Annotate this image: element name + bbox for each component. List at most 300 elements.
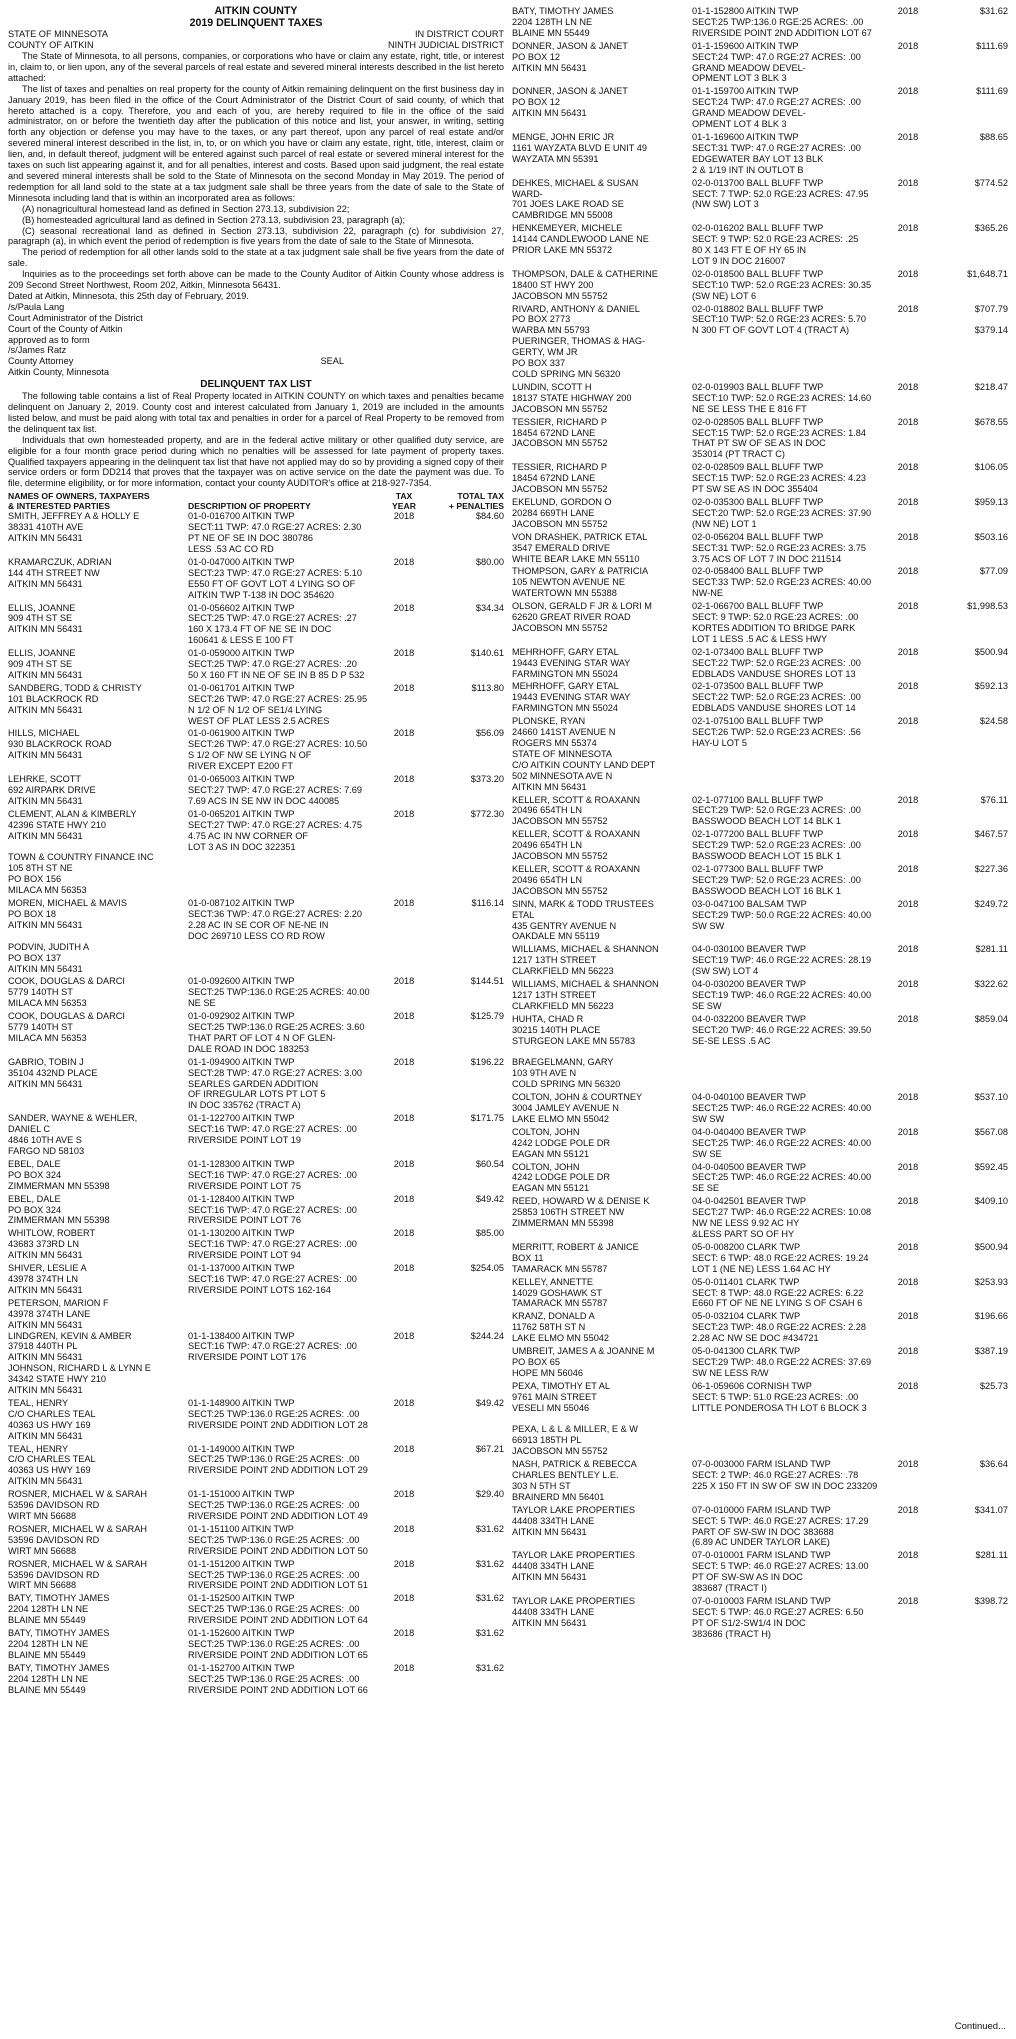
owner-cell: GABRIO, TOBIN J 35104 432ND PLACE AITKIN MN 56431 — [8, 1056, 98, 1089]
amount-cell: $959.13 — [974, 496, 1008, 507]
year-cell: 2018 — [897, 381, 919, 392]
owner-cell: PLONSKE, RYAN 24660 141ST AVENUE N ROGERS MN 55374 STATE OF MINNESOTA C/O AITKIN COUNTY LAND DEPT 502 MINNESOTA AVE N AITKIN MN 56431 — [512, 716, 656, 792]
description-cell: 03-0-047100 BALSAM TWP SECT:29 TWP: 50.0 RGE:22 ACRES: 40.00 SW SW — [692, 898, 872, 931]
owner-cell: LEHRKE, SCOTT 692 AIRPARK DRIVE AITKIN MN 56431 — [8, 774, 96, 806]
amount-cell: $140.61 — [470, 648, 504, 659]
table-row — [8, 976, 504, 1009]
amount-cell: $60.54 — [475, 1158, 504, 1169]
amount-cell: $111.69 — [976, 86, 1008, 97]
notice-clause-c: (C) seasonal recreational land as defined in Section 273.13, subdivision 22, paragraph (c) for subdivision 27, paragraph (a), in which event the period of redemption is five years from the date of sale to the State of Minnesota. — [8, 225, 504, 247]
amount-cell: $592.45 — [974, 1161, 1008, 1172]
amount-cell: $80.00 — [475, 556, 504, 567]
owner-cell: PETERSON, MARION F 43978 374TH LANE AITKIN MN 56431 LINDGREN, KEVIN & AMBER 37918 440TH PL AITKIN MN 56431 JOHNSON, RICHARD L & LYNN E 34342 STATE HWY 210 AITKIN MN 56431 — [8, 1297, 151, 1396]
table-row — [8, 809, 504, 896]
owner-cell: SANDBERG, TODD & CHRISTY 101 BLACKROCK RD AITKIN MN 56431 — [8, 682, 142, 715]
amount-cell: $373.20 — [470, 774, 504, 785]
table-row — [8, 728, 504, 772]
owner-cell: TESSIER, RICHARD P 18454 672ND LANE JACOBSON MN 55752 — [512, 416, 608, 449]
amount-cell: $116.14 — [471, 898, 504, 909]
amount-cell: $592.13 — [974, 681, 1008, 692]
year-cell: 2018 — [897, 794, 919, 805]
table-row — [512, 1346, 1008, 1379]
table-row — [8, 898, 504, 974]
owner-cell: MERRITT, ROBERT & JANICE BOX 11 TAMARACK MN 55787 — [512, 1241, 639, 1274]
description-cell: 01-0-087102 AITKIN TWP SECT:36 TWP: 47.0 RGE:27 ACRES: 2.20 2.28 AC IN SE COR OF NE-NE IN DOC 269710 LESS CO RD ROW — [188, 898, 362, 941]
amount-cell: $196.22 — [470, 1056, 504, 1067]
description-cell: 01-1-159600 AITKIN TWP SECT:24 TWP: 47.0 RGE:27 ACRES: .00 GRAND MEADOW DEVEL- OPMENT LOT 3 BLK 3 — [692, 40, 861, 84]
year-cell: 2018 — [393, 774, 415, 785]
owner-cell: LUNDIN, SCOTT H 18137 STATE HIGHWAY 200 JACOBSON MN 55752 — [512, 381, 632, 414]
year-cell: 2018 — [897, 944, 919, 955]
owner-cell: TAYLOR LAKE PROPERTIES 44408 334TH LANE AITKIN MN 56431 — [512, 1595, 636, 1628]
continued-label: Continued... — [954, 2021, 1006, 2033]
owner-cell: KELLEY, ANNETTE 14029 GOSHAWK ST TAMARACK MN 55787 — [512, 1276, 608, 1309]
description-cell: 04-0-040100 BEAVER TWP SECT:25 TWP: 46.0 RGE:22 ACRES: 40.00 SW SW — [692, 1092, 872, 1124]
amount-cell: $341.07 — [974, 1504, 1008, 1515]
table-row — [512, 1381, 1008, 1457]
amount-cell: $281.11 — [975, 944, 1008, 955]
table-row — [512, 1242, 1008, 1275]
table-row — [512, 462, 1008, 495]
table-row — [8, 1298, 504, 1396]
owner-cell: BATY, TIMOTHY JAMES 2204 128TH LN NE BLAINE MN 55449 — [8, 1593, 110, 1626]
signature-5: /s/James Ratz — [8, 345, 67, 356]
description-cell: 02-0-019903 BALL BLUFF TWP SECT:10 TWP: 52.0 RGE:23 ACRES: 14.60 NE SE LESS THE E 816 FT — [692, 381, 872, 414]
owner-cell: TAYLOR LAKE PROPERTIES 44408 334TH LANE AITKIN MN 56431 — [512, 1550, 636, 1583]
amount-cell: $84.60 — [475, 511, 504, 522]
header-owners: NAMES OF OWNERS, TAXPAYERS & INTERESTED PARTIES — [8, 491, 150, 512]
table-row — [8, 557, 504, 601]
table-row — [512, 532, 1008, 565]
owner-cell: SINN, MARK & TODD TRUSTEES ETAL 435 GENTRY AVENUE N OAKDALE MN 55119 — [512, 898, 654, 942]
description-cell: 01-0-092600 AITKIN TWP SECT:25 TWP:136.0 RGE:25 ACRES: 40.00 NE SE — [188, 976, 370, 1009]
amount-cell: $25.73 — [979, 1380, 1008, 1391]
owner-cell: PEXA, TIMOTHY ET AL 9761 MAIN STREET VESELI MN 55046 PEXA, L & L & MILLER, E & W 66913 185TH PL JACOBSON MN 55752 — [512, 1380, 638, 1457]
table-row — [512, 304, 1008, 380]
owner-cell: EBEL, DALE PO BOX 324 ZIMMERMAN MN 55398 — [8, 1193, 110, 1226]
amount-cell: $144.51 — [470, 976, 504, 987]
description-cell: 01-1-152800 AITKIN TWP SECT:25 TWP:136.0 RGE:25 ACRES: .00 RIVERSIDE POINT 2ND ADDITION LOT 67 — [692, 6, 872, 38]
amount-cell: $77.09 — [979, 566, 1008, 577]
amount-cell: $125.79 — [470, 1011, 504, 1022]
amount-cell: $254.05 — [470, 1263, 504, 1274]
year-cell: 2018 — [393, 728, 415, 739]
amount-cell: $49.42 — [475, 1193, 504, 1204]
table-row — [512, 132, 1008, 176]
amount-cell: $24.58 — [979, 716, 1008, 727]
description-cell: 02-0-013700 BALL BLUFF TWP SECT: 7 TWP: 52.0 RGE:23 ACRES: 47.95 (NW SW) LOT 3 — [692, 177, 869, 210]
description-cell: 01-1-151000 AITKIN TWP SECT:25 TWP:136.0 RGE:25 ACRES: .00 RIVERSIDE POINT 2ND ADDITION LOT 49 — [188, 1489, 368, 1521]
court-label: IN DISTRICT COURT — [415, 29, 504, 40]
notice-title: AITKIN COUNTY — [214, 5, 298, 17]
description-cell: 01-1-151100 AITKIN TWP SECT:25 TWP:136.0 RGE:25 ACRES: .00 RIVERSIDE POINT 2ND ADDITION LOT 50 — [188, 1523, 368, 1556]
year-cell: 2018 — [897, 1126, 919, 1137]
year-cell: 2018 — [897, 646, 919, 657]
court-line-2 — [8, 40, 504, 51]
table-row — [8, 1663, 504, 1696]
table-row — [512, 566, 1008, 599]
list-title: DELINQUENT TAX LIST — [200, 379, 312, 391]
description-cell: 01-1-094900 AITKIN TWP SECT:28 TWP: 47.0 RGE:27 ACRES: 3.00 SEARLES GARDEN ADDITION OF IRREGULAR LOTS PT LOT 5 IN DOC 335762 (TRACT A) — [188, 1056, 362, 1111]
year-cell: 2018 — [897, 40, 919, 51]
amount-cell: $253.93 — [974, 1276, 1008, 1287]
owner-cell: BATY, TIMOTHY JAMES 2204 128TH LN NE BLAINE MN 55449 — [512, 6, 614, 38]
owner-cell: DEHKES, MICHAEL & SUSAN WARD- 701 JOES LAKE ROAD SE CAMBRIDGE MN 55008 — [512, 177, 639, 221]
table-row — [8, 1159, 504, 1192]
year-cell: 2018 — [393, 1011, 415, 1022]
list-paragraph-2: Individuals that own homesteaded property, and are in the federal active military or other qualified duty service, are eligible for a four month grace period during which no penalties will be assessed for late payment of property taxes. Qualified taxpayers appearing in the delinquent tax list that have not applied may do so by providing a signed copy of their service orders or form DD214 that proves that the taxpayer was on active service on the date the payment was due. To file, determine eligibility, or for more information, contact your county AUDITOR's office at 218-927-7354. — [8, 434, 504, 489]
description-cell: 02-0-018802 BALL BLUFF TWP SECT:10 TWP: 52.0 RGE:23 ACRES: 5.70 N 300 FT OF GOVT LOT 4 (TRACT A) — [692, 303, 866, 336]
owner-cell: EKELUND, GORDON O 20284 669TH LANE JACOBSON MN 55752 — [512, 496, 612, 529]
year-cell: 2018 — [897, 979, 919, 990]
year-cell: 2018 — [393, 1330, 415, 1341]
amount-cell: $678.55 — [974, 416, 1008, 427]
amount-cell: $537.10 — [974, 1092, 1008, 1103]
owner-cell: COOK, DOUGLAS & DARCI 5779 140TH ST MILACA MN 56353 — [8, 976, 125, 1009]
signature-3: Court of the County of Aitkin — [8, 323, 123, 334]
table-row — [512, 382, 1008, 415]
description-cell: 01-0-047000 AITKIN TWP SECT:23 TWP: 47.0 RGE:27 ACRES: 5.10 E550 FT OF GOVT LOT 4 LYING SO OF AITKIN TWP T-138 IN DOC 354620 — [188, 556, 362, 600]
amount-cell: $31.62 — [475, 1662, 504, 1673]
year-cell: 2018 — [897, 268, 919, 279]
year-cell: 2018 — [897, 898, 919, 909]
table-row — [512, 899, 1008, 943]
owner-cell: CLEMENT, ALAN & KIMBERLY 42396 STATE HWY 210 AITKIN MN 56431 TOWN & COUNTRY FINANCE INC 105 8TH ST NE PO BOX 156 MILACA MN 56353 — [8, 808, 154, 896]
year-cell: 2018 — [393, 648, 415, 659]
year-cell: 2018 — [393, 1558, 415, 1569]
owner-cell: KELLER, SCOTT & ROAXANN 20496 654TH LN JACOBSON MN 55752 — [512, 794, 640, 827]
owner-cell: MENGE, JOHN ERIC JR 1161 WAYZATA BLVD E UNIT 49 WAYZATA MN 55391 — [512, 131, 647, 164]
description-cell: 01-1-148900 AITKIN TWP SECT:25 TWP:136.0 RGE:25 ACRES: .00 RIVERSIDE POINT 2ND ADDITION LOT 28 — [188, 1397, 368, 1430]
table-row — [512, 601, 1008, 645]
owner-cell: ELLIS, JOANNE 909 4TH ST SE AITKIN MN 56431 — [8, 648, 83, 680]
owner-cell: KELLER, SCOTT & ROAXANN 20496 654TH LN JACOBSON MN 55752 — [512, 863, 640, 896]
owner-cell: COLTON, JOHN 4242 LODGE POLE DR EAGAN MN 55121 — [512, 1161, 611, 1194]
owner-cell: KELLER, SCOTT & ROAXANN 20496 654TH LN JACOBSON MN 55752 — [512, 829, 640, 862]
owner-cell: OLSON, GERALD F JR & LORI M 62620 GREAT RIVER ROAD JACOBSON MN 55752 — [512, 601, 652, 633]
year-cell: 2018 — [393, 808, 415, 819]
owner-cell: EBEL, DALE PO BOX 324 ZIMMERMAN MN 55398 — [8, 1158, 110, 1191]
table-row — [512, 979, 1008, 1012]
table-row — [8, 1398, 504, 1442]
year-cell: 2018 — [897, 1013, 919, 1024]
year-cell: 2018 — [393, 1056, 415, 1067]
description-cell: 01-0-092902 AITKIN TWP SECT:25 TWP:136.0 RGE:25 ACRES: 3.60 THAT PART OF LOT 4 N OF GLEN- DALE ROAD IN DOC 183253 — [188, 1011, 365, 1054]
records-list-right — [512, 6, 1008, 1640]
table-row — [512, 1127, 1008, 1160]
amount-cell: $227.36 — [974, 863, 1008, 874]
owner-cell: TEAL, HENRY C/O CHARLES TEAL 40363 US HWY 169 AITKIN MN 56431 — [8, 1397, 96, 1441]
amount-cell: $244.24 — [470, 1330, 504, 1341]
amount-cell: $31.62 — [475, 1523, 504, 1534]
description-cell: 06-1-059606 CORNISH TWP SECT: 5 TWP: 51.0 RGE:23 ACRES: .00 LITTLE PONDEROSA TH LOT 6 BLOCK 3 — [692, 1380, 867, 1413]
description-cell: 01-1-138400 AITKIN TWP SECT:16 TWP: 47.0 RGE:27 ACRES: .00 RIVERSIDE POINT LOT 176 — [188, 1330, 357, 1363]
amount-cell: $85.00 — [475, 1228, 504, 1239]
table-row — [512, 1459, 1008, 1503]
amount-cell: $67.21 — [475, 1443, 504, 1454]
amount-cell: $503.16 — [974, 531, 1008, 542]
owner-cell: KRANZ, DONALD A 11762 58TH ST N LAKE ELMO MN 55042 — [512, 1311, 610, 1344]
year-cell: 2018 — [897, 1161, 919, 1172]
table-row — [8, 1057, 504, 1112]
table-row — [8, 1524, 504, 1557]
amount-cell: $365.26 — [974, 223, 1008, 234]
table-row — [8, 1011, 504, 1055]
table-row — [512, 1277, 1008, 1310]
description-cell: 02-0-056204 BALL BLUFF TWP SECT:31 TWP: 52.0 RGE:23 ACRES: 3.75 3.75 ACS OF LOT 7 IN DOC 211514 — [692, 531, 866, 564]
table-row — [512, 1162, 1008, 1195]
notice-subtitle: 2019 DELINQUENT TAXES — [189, 16, 323, 29]
year-cell: 2018 — [393, 1628, 415, 1639]
table-row — [8, 1559, 504, 1592]
description-cell: 01-0-061900 AITKIN TWP SECT:26 TWP: 47.0 RGE:27 ACRES: 10.50 S 1/2 OF NW SE LYING N OF RIVER EXCEPT E200 FT — [188, 728, 368, 772]
description-cell: 02-0-016202 BALL BLUFF TWP SECT: 9 TWP: 52.0 RGE:23 ACRES: .25 80 X 143 FT E OF HY 65 IN LOT 9 IN DOC 216007 — [692, 223, 859, 266]
attorney-line — [8, 356, 504, 367]
description-cell: 01-0-061701 AITKIN TWP SECT:26 TWP: 47.0 RGE:27 ACRES: 25.95 N 1/2 OF N 1/2 OF SE1/4 LYING WEST OF PLAT LESS 2.5 ACRES — [188, 682, 368, 726]
owner-cell: MEHRHOFF, GARY ETAL 19443 EVENING STAR WAY FARMINGTON MN 55024 — [512, 646, 631, 679]
year-cell: 2018 — [897, 223, 919, 234]
table-row — [512, 269, 1008, 302]
amount-cell: $49.42 — [475, 1397, 504, 1408]
amount-cell: $249.72 — [974, 898, 1008, 909]
year-cell: 2018 — [393, 898, 415, 909]
year-cell: 2018 — [393, 976, 415, 987]
year-cell: 2018 — [897, 1276, 919, 1287]
owner-cell: COLTON, JOHN 4242 LODGE POLE DR EAGAN MN 55121 — [512, 1126, 611, 1159]
amount-cell: $36.64 — [979, 1459, 1008, 1470]
amount-cell: $322.62 — [974, 979, 1008, 990]
owner-cell: HUHTA, CHAD R 30215 140TH PLACE STURGEON LAKE MN 55783 BRAEGELMANN, GARY 103 9TH AVE N COLD SPRING MN 56320 — [512, 1013, 636, 1090]
description-cell: 04-0-030100 BEAVER TWP SECT:19 TWP: 46.0 RGE:22 ACRES: 28.19 (SW SW) LOT 4 — [692, 944, 872, 977]
owner-cell: ELLIS, JOANNE 909 4TH ST SE AITKIN MN 56431 — [8, 602, 83, 635]
owner-cell: MEHRHOFF, GARY ETAL 19443 EVENING STAR WAY FARMINGTON MN 55024 — [512, 681, 631, 714]
signature-2: Court Administrator of the District — [8, 312, 143, 323]
amount-cell: $1,648.71 — [967, 268, 1008, 279]
owner-cell: COLTON, JOHN & COURTNEY 3004 JAMLEY AVENUE N LAKE ELMO MN 55042 — [512, 1092, 643, 1124]
description-cell: 04-0-040500 BEAVER TWP SECT:25 TWP: 46.0 RGE:22 ACRES: 40.00 SE SE — [692, 1161, 872, 1194]
year-cell: 2018 — [897, 1595, 919, 1606]
table-row — [512, 681, 1008, 714]
amount-cell: $31.62 — [475, 1593, 504, 1604]
description-cell: 01-0-059000 AITKIN TWP SECT:25 TWP: 47.0 RGE:27 ACRES: .20 50 X 160 FT IN NE OF SE IN B 85 D P 532 — [188, 648, 365, 680]
table-row — [8, 1113, 504, 1157]
amount-cell: $34.34 — [475, 602, 504, 613]
description-cell: 01-1-152500 AITKIN TWP SECT:25 TWP:136.0 RGE:25 ACRES: .00 RIVERSIDE POINT 2ND ADDITION LOT 64 — [188, 1593, 368, 1626]
table-row — [512, 417, 1008, 461]
owner-cell: NASH, PATRICK & REBECCA CHARLES BENTLEY L.E. 303 N 5TH ST BRAINERD MN 56401 — [512, 1459, 637, 1502]
amount-cell: $76.11 — [980, 794, 1008, 805]
header-total: TOTAL TAX + PENALTIES — [449, 491, 504, 512]
year-cell: 2018 — [393, 1113, 415, 1124]
year-cell: 2018 — [393, 556, 415, 567]
amount-cell: $88.65 — [979, 131, 1008, 142]
description-cell: 01-1-130200 AITKIN TWP SECT:16 TWP: 47.0 RGE:27 ACRES: .00 RIVERSIDE POINT LOT 94 — [188, 1228, 357, 1261]
description-cell: 01-1-128300 AITKIN TWP SECT:16 TWP: 47.0 RGE:27 ACRES: .00 RIVERSIDE POINT LOT 75 — [188, 1158, 357, 1191]
table-row — [8, 1628, 504, 1661]
year-cell: 2018 — [897, 716, 919, 727]
description-cell: 04-0-042501 BEAVER TWP SECT:27 TWP: 46.0 RGE:22 ACRES: 10.08 NW NE LESS 9.92 AC HY &LESS PART SO OF HY — [692, 1196, 872, 1239]
table-row — [8, 683, 504, 727]
description-cell: 05-0-011401 CLARK TWP SECT: 8 TWP: 48.0 RGE:22 ACRES: 6.22 E660 FT OF NE NE LYING S OF CSAH 6 — [692, 1276, 864, 1309]
list-paragraph-1: The following table contains a list of Real Property located in AITKIN COUNTY on which taxes and penalties became delinquent on January 2, 2019. County cost and interest calculated from January 1, 2019 are included in the amounts listed below, and must be paid along with total tax and penalties in order for a parcel of Real Property to be removed from the delinquent tax list. — [8, 391, 504, 434]
table-row — [512, 1311, 1008, 1344]
description-cell: 01-1-152600 AITKIN TWP SECT:25 TWP:136.0 RGE:25 ACRES: .00 RIVERSIDE POINT 2ND ADDITION LOT 65 — [188, 1628, 368, 1660]
table-row — [8, 1593, 504, 1626]
notice-paragraph-2: The list of taxes and penalties on real property for the county of Aitkin remaining delinquent on the first business day in January 2019, has been filed in the office of the Court Administrator of the District Court of said county, of which that hereto attached is a copy. Therefore, you and each of you, are hereby required to file in the office of the said administrator, on or before the twentieth day after the publication of this notice and list, your answer, in writing, setting forth any objection or defense you may have to the taxes, or any part thereof, upon any parcel of real estate and/or severed mineral interest described in the list, in, to, or on which you have or claim any estate, right, title, interest, claim or lien, and, in default thereof, judgment will be entered against such parcel of real estate or severed mineral interest for the taxes on such list appearing against it, and for all penalties, interest and costs. Based upon said judgment, the real estate and severed mineral interests shall be sold to the State of Minnesota on the second Monday in May 2019. The period of redemption for all land sold to the state at a tax judgment sale shall be three years from the date of sale to the State of Minnesota including land that is within an incorporated area as follows: — [8, 83, 504, 203]
table-row — [512, 6, 1008, 39]
description-cell: 04-0-030200 BEAVER TWP SECT:19 TWP: 46.0 RGE:22 ACRES: 40.00 SE SW — [692, 979, 872, 1011]
table-row — [512, 716, 1008, 792]
description-cell: 01-1-152700 AITKIN TWP SECT:25 TWP:136.0 RGE:25 ACRES: .00 RIVERSIDE POINT 2ND ADDITION LOT 66 — [188, 1662, 368, 1695]
owner-cell: BATY, TIMOTHY JAMES 2204 128TH LN NE BLAINE MN 55449 — [8, 1662, 110, 1695]
owner-cell: COOK, DOUGLAS & DARCI 5779 140TH ST MILACA MN 56353 — [8, 1011, 125, 1043]
year-cell: 2018 — [393, 1158, 415, 1169]
description-cell: 02-1-073500 BALL BLUFF TWP SECT:22 TWP: 52.0 RGE:23 ACRES: .00 EDBLADS VANDUSE SHORES LOT 14 — [692, 681, 861, 714]
header-description: DESCRIPTION OF PROPERTY — [188, 501, 311, 512]
table-row — [8, 1263, 504, 1296]
amount-cell: $171.75 — [470, 1113, 504, 1124]
year-cell: 2018 — [393, 1397, 415, 1408]
description-cell: 02-0-058400 BALL BLUFF TWP SECT:33 TWP: 52.0 RGE:23 ACRES: 40.00 NW-NE — [692, 566, 872, 599]
table-row — [512, 1505, 1008, 1549]
description-cell: 01-1-151200 AITKIN TWP SECT:25 TWP:136.0 RGE:25 ACRES: .00 RIVERSIDE POINT 2ND ADDITION LOT 51 — [188, 1558, 368, 1591]
description-cell: 05-0-008200 CLARK TWP SECT: 6 TWP: 48.0 RGE:22 ACRES: 19.24 LOT 1 (NE NE) LESS 1.64 AC HY — [692, 1241, 869, 1274]
description-cell: 02-1-073400 BALL BLUFF TWP SECT:22 TWP: 52.0 RGE:23 ACRES: .00 EDBLADS VANDUSE SHORES LOT 13 — [692, 646, 861, 679]
owner-cell: ROSNER, MICHAEL W & SARAH 53596 DAVIDSON RD WIRT MN 56688 — [8, 1558, 148, 1591]
district-label: NINTH JUDICIAL DISTRICT — [387, 40, 504, 51]
table-row — [512, 178, 1008, 222]
year-cell: 2018 — [897, 829, 919, 840]
amount-cell: $567.08 — [974, 1126, 1008, 1137]
table-row — [512, 864, 1008, 897]
owner-cell: DONNER, JASON & JANET PO BOX 12 AITKIN MN 56431 — [512, 86, 628, 119]
description-cell: 01-1-128400 AITKIN TWP SECT:16 TWP: 47.0 RGE:27 ACRES: .00 RIVERSIDE POINT LOT 76 — [188, 1193, 357, 1226]
year-cell: 2018 — [393, 1593, 415, 1604]
table-row — [8, 1228, 504, 1261]
state-label: STATE OF MINNESOTA — [8, 29, 109, 40]
owner-cell: TESSIER, RICHARD P 18454 672ND LANE JACOBSON MN 55752 — [512, 462, 608, 495]
table-row — [512, 1092, 1008, 1125]
year-cell: 2018 — [897, 863, 919, 874]
description-cell: 02-0-018500 BALL BLUFF TWP SECT:10 TWP: 52.0 RGE:23 ACRES: 30.35 (SW NE) LOT 6 — [692, 268, 872, 301]
owner-cell: WILLIAMS, MICHAEL & SHANNON 1217 13TH STREET CLARKFIELD MN 56223 — [512, 944, 659, 977]
description-cell: 02-0-028509 BALL BLUFF TWP SECT:15 TWP: 52.0 RGE:23 ACRES: 4.23 PT SW SE AS IN DOC 355404 — [692, 462, 866, 495]
amount-cell: $774.52 — [974, 177, 1008, 188]
owner-cell: HILLS, MICHAEL 930 BLACKROCK ROAD AITKIN MN 56431 — [8, 728, 112, 761]
year-cell: 2018 — [897, 1380, 919, 1391]
year-cell: 2018 — [897, 1504, 919, 1515]
year-cell: 2018 — [897, 601, 919, 612]
description-cell: 05-0-032104 CLARK TWP SECT:23 TWP: 48.0 RGE:22 ACRES: 2.28 2.28 AC NW SE DOC #434721 — [692, 1311, 866, 1344]
year-cell: 2018 — [897, 1459, 919, 1470]
table-row — [8, 774, 504, 807]
owner-cell: THOMPSON, GARY & PATRICIA 105 NEWTON AVENUE NE WATERTOWN MN 55388 — [512, 566, 649, 599]
year-cell: 2018 — [897, 416, 919, 427]
year-cell: 2018 — [393, 682, 415, 693]
table-row — [512, 795, 1008, 828]
notice-paragraph-4: The period of redemption for all other lands sold to the state at a tax judgment sale shall be five years from the date of sale. — [8, 247, 504, 269]
owner-cell: THOMPSON, DALE & CATHERINE 18400 ST HWY 200 JACOBSON MN 55752 — [512, 268, 658, 301]
year-cell: 2018 — [393, 602, 415, 613]
description-cell: 07-0-010001 FARM ISLAND TWP SECT: 5 TWP: 46.0 RGE:27 ACRES: 13.00 PT OF SW-SW AS IN DOC 383687 (TRACT I) — [692, 1550, 869, 1594]
year-cell: 2018 — [393, 1443, 415, 1454]
table-row — [512, 829, 1008, 862]
notice-clause-b: (B) homesteaded agricultural land as defined in Section 273.13, subdivision 23, paragraph (a); — [22, 214, 406, 225]
year-cell: 2018 — [393, 1263, 415, 1274]
table-header — [8, 491, 504, 511]
year-cell: 2018 — [393, 1489, 415, 1500]
signature-7: Aitkin County, Minnesota — [8, 367, 109, 378]
amount-cell: $31.62 — [979, 6, 1008, 16]
amount-cell: $500.94 — [974, 1241, 1008, 1252]
table-row — [512, 223, 1008, 267]
owner-cell: KRAMARCZUK, ADRIAN 144 4TH STREET NW AITKIN MN 56431 — [8, 556, 112, 589]
signature-4: approved as to form — [8, 334, 90, 345]
court-line-1 — [8, 29, 504, 40]
description-cell: 02-0-028505 BALL BLUFF TWP SECT:15 TWP: 52.0 RGE:23 ACRES: 1.84 THAT PT SW OF SE AS IN DOC 353014 (PT TRACT C) — [692, 416, 866, 460]
description-cell: 05-0-041300 CLARK TWP SECT:29 TWP: 48.0 RGE:22 ACRES: 37.69 SW NE LESS R/W — [692, 1346, 872, 1378]
description-cell: 02-1-077300 BALL BLUFF TWP SECT:29 TWP: 52.0 RGE:23 ACRES: .00 BASSWOOD BEACH LOT 16 BLK 1 — [692, 863, 861, 896]
description-cell: 02-1-066700 BALL BLUFF TWP SECT: 9 TWP: 52.0 RGE:23 ACRES: .00 KORTES ADDITION TO BRIDGE PARK LOT 1 LESS .5 AC & LESS HWY — [692, 601, 859, 644]
description-cell: 04-0-032200 BEAVER TWP SECT:20 TWP: 46.0 RGE:22 ACRES: 39.50 SE-SE LESS .5 AC — [692, 1013, 872, 1046]
table-row — [8, 1489, 504, 1522]
owner-cell: SHIVER, LESLIE A 43978 374TH LN AITKIN MN 56431 — [8, 1263, 87, 1295]
county-label: COUNTY OF AITKIN — [8, 40, 94, 51]
table-row — [512, 944, 1008, 977]
year-cell: 2018 — [897, 303, 919, 314]
description-cell: 01-1-169600 AITKIN TWP SECT:31 TWP: 47.0 RGE:27 ACRES: .00 EDGEWATER BAY LOT 13 BLK 2 & 1/19 INT IN OUTLOT B — [692, 131, 861, 175]
amount-cell: $387.19 — [974, 1346, 1008, 1357]
description-cell: 01-1-159700 AITKIN TWP SECT:24 TWP: 47.0 RGE:27 ACRES: .00 GRAND MEADOW DEVEL- OPMENT LOT 4 BLK 3 — [692, 86, 861, 130]
notice-paragraph-5: Inquiries as to the proceedings set forth above can be made to the County Auditor of Aitkin County whose address is 209 Second Street Northwest, Room 202, Aitkin, Minnesota 56431. — [8, 269, 504, 291]
year-cell: 2018 — [897, 1346, 919, 1357]
owner-cell: REED, HOWARD W & DENISE K 25853 106TH STREET NW ZIMMERMAN MN 55398 — [512, 1196, 650, 1229]
amount-cell: $707.79 $379.14 — [974, 303, 1008, 336]
year-cell: 2018 — [897, 1241, 919, 1252]
dated-line: Dated at Aitkin, Minnesota, this 25th day of February, 2019. — [8, 290, 249, 301]
owner-cell: VON DRASHEK, PATRICK ETAL 3547 EMERALD DRIVE WHITE BEAR LAKE MN 55110 — [512, 531, 648, 564]
owner-cell: SMITH, JEFFREY A & HOLLY E 38331 410TH AVE AITKIN MN 56431 — [8, 511, 140, 544]
description-cell: 01-0-065003 AITKIN TWP SECT:27 TWP: 47.0 RGE:27 ACRES: 7.69 7.69 ACS IN SE NW IN DOC 440085 — [188, 774, 362, 806]
owner-cell: DONNER, JASON & JANET PO BOX 12 AITKIN MN 56431 — [512, 40, 628, 73]
header-year: TAX YEAR — [392, 491, 416, 512]
owner-cell: TAYLOR LAKE PROPERTIES 44408 334TH LANE AITKIN MN 56431 — [512, 1504, 636, 1537]
description-cell: 02-1-077200 BALL BLUFF TWP SECT:29 TWP: 52.0 RGE:23 ACRES: .00 BASSWOOD BEACH LOT 15 BLK 1 — [692, 829, 861, 862]
table-row — [512, 497, 1008, 530]
description-cell: 01-0-056602 AITKIN TWP SECT:25 TWP: 47.0 RGE:27 ACRES: .27 160 X 173.4 FT OF NE SE IN DOC 160641 & LESS E 100 FT — [188, 602, 357, 646]
table-row — [8, 1444, 504, 1488]
owner-cell: WILLIAMS, MICHAEL & SHANNON 1217 13TH STREET CLARKFIELD MN 56223 — [512, 979, 659, 1011]
owner-cell: TEAL, HENRY C/O CHARLES TEAL 40363 US HWY 169 AITKIN MN 56431 — [8, 1443, 96, 1487]
table-row — [8, 603, 504, 647]
description-cell: 01-0-016700 AITKIN TWP SECT:11 TWP: 47.0 RGE:27 ACRES: 2.30 PT NE OF SE IN DOC 380786 LESS .53 AC CO RD — [188, 511, 362, 554]
table-row — [512, 1196, 1008, 1240]
amount-cell: $398.72 — [974, 1595, 1008, 1606]
year-cell: 2018 — [897, 131, 919, 142]
owner-cell: RIVARD, ANTHONY & DANIEL PO BOX 2773 WARBA MN 55793 PUERINGER, THOMAS & HAG- GERTY, WM JR PO BOX 337 COLD SPRING MN 56320 — [512, 303, 646, 379]
year-cell: 2018 — [897, 566, 919, 577]
description-cell: 04-0-040400 BEAVER TWP SECT:25 TWP: 46.0 RGE:22 ACRES: 40.00 SW SE — [692, 1126, 872, 1159]
table-row — [512, 1550, 1008, 1594]
table-row — [512, 1014, 1008, 1090]
year-cell: 2018 — [393, 1228, 415, 1239]
year-cell: 2018 — [897, 177, 919, 188]
table-row — [512, 1596, 1008, 1640]
description-cell: 01-1-137000 AITKIN TWP SECT:16 TWP: 47.0 RGE:27 ACRES: .00 RIVERSIDE POINT LOTS 162-164 — [188, 1263, 357, 1295]
description-cell: 02-0-035300 BALL BLUFF TWP SECT:20 TWP: 52.0 RGE:23 ACRES: 37.90 (NW NE) LOT 1 — [692, 496, 872, 529]
table-row — [8, 511, 504, 555]
amount-cell: $500.94 — [974, 646, 1008, 657]
